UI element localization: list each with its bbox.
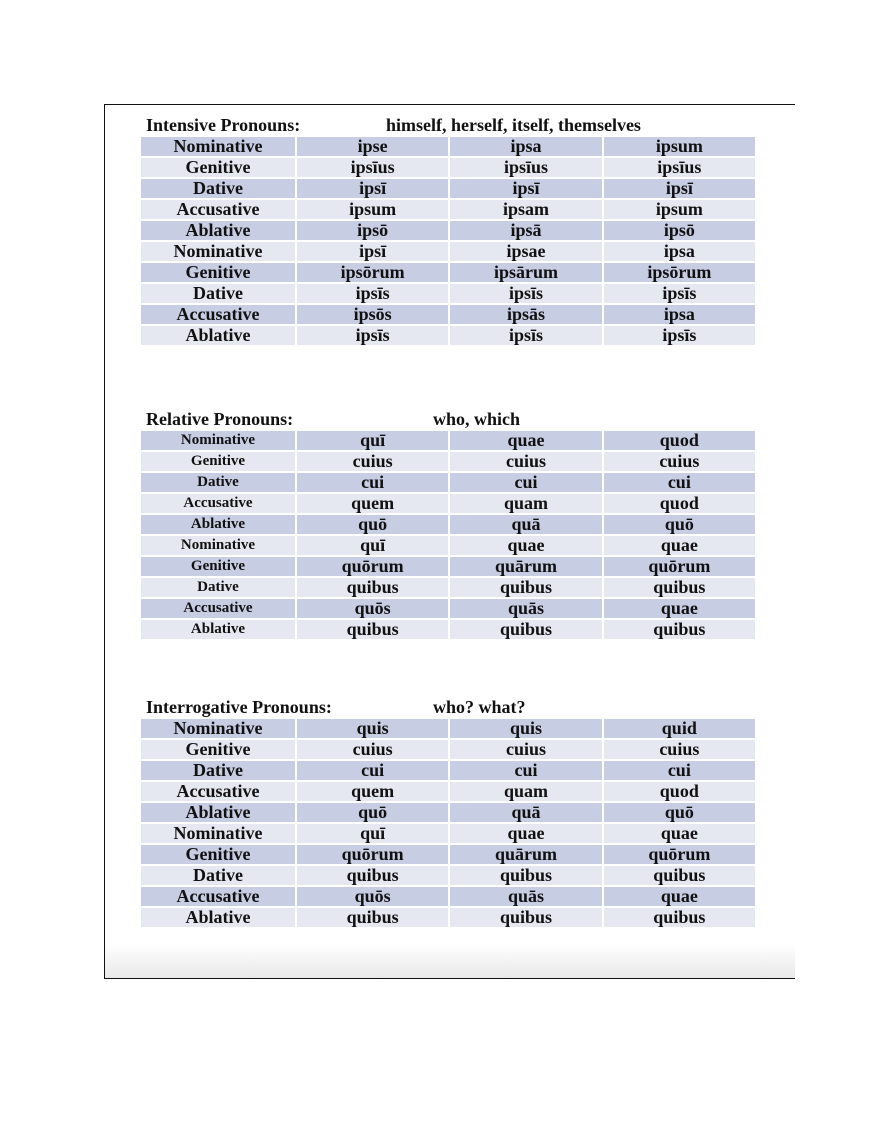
table-row xyxy=(140,907,756,928)
neuter-form-cell: quōrum xyxy=(603,556,756,577)
table-row xyxy=(140,283,756,304)
table-row xyxy=(140,493,756,514)
feminine-form-cell: quibus xyxy=(449,907,602,928)
table-row xyxy=(140,556,756,577)
neuter-form-cell: quae xyxy=(603,598,756,619)
case-name-cell: Dative xyxy=(140,760,296,781)
case-name-cell: Accusative xyxy=(140,781,296,802)
table-row xyxy=(140,802,756,823)
table-row xyxy=(140,430,756,451)
neuter-form-cell: quibus xyxy=(603,577,756,598)
neuter-form-cell: ipsum xyxy=(603,199,756,220)
feminine-form-cell: cuius xyxy=(449,739,602,760)
feminine-form-cell: quis xyxy=(449,718,602,739)
neuter-form-cell: quibus xyxy=(603,865,756,886)
case-name-cell: Nominative xyxy=(140,241,296,262)
case-name-cell: Accusative xyxy=(140,493,296,514)
section-gloss: himself, herself, itself, themselves xyxy=(386,115,641,135)
feminine-form-cell: quam xyxy=(449,781,602,802)
feminine-form-cell: ipsā xyxy=(449,220,602,241)
masculine-form-cell: ipsum xyxy=(296,199,449,220)
feminine-form-cell: quae xyxy=(449,430,602,451)
table-row xyxy=(140,199,756,220)
masculine-form-cell: quō xyxy=(296,514,449,535)
table-row xyxy=(140,781,756,802)
table-row xyxy=(140,304,756,325)
table-row xyxy=(140,823,756,844)
table-row xyxy=(140,514,756,535)
case-name-cell: Dative xyxy=(140,178,296,199)
feminine-form-cell: quā xyxy=(449,802,602,823)
table-row xyxy=(140,472,756,493)
table-row xyxy=(140,865,756,886)
masculine-form-cell: quis xyxy=(296,718,449,739)
case-name-cell: Accusative xyxy=(140,598,296,619)
masculine-form-cell: cui xyxy=(296,472,449,493)
case-name-cell: Accusative xyxy=(140,886,296,907)
neuter-form-cell: ipsa xyxy=(603,241,756,262)
neuter-form-cell: quod xyxy=(603,781,756,802)
neuter-form-cell: quōrum xyxy=(603,844,756,865)
masculine-form-cell: quī xyxy=(296,535,449,556)
feminine-form-cell: cui xyxy=(449,760,602,781)
neuter-form-cell: cui xyxy=(603,760,756,781)
relative-pronouns-section xyxy=(139,409,757,641)
feminine-form-cell: quārum xyxy=(449,556,602,577)
table-row xyxy=(140,220,756,241)
case-name-cell: Genitive xyxy=(140,157,296,178)
case-name-cell: Genitive xyxy=(140,451,296,472)
feminine-form-cell: ipsae xyxy=(449,241,602,262)
interrogative-pronouns-section xyxy=(139,697,757,929)
table-row xyxy=(140,262,756,283)
masculine-form-cell: ipsī xyxy=(296,178,449,199)
neuter-form-cell: ipsa xyxy=(603,304,756,325)
case-name-cell: Nominative xyxy=(140,136,296,157)
declension-table xyxy=(139,717,757,929)
masculine-form-cell: ipsīus xyxy=(296,157,449,178)
feminine-form-cell: ipsīs xyxy=(449,325,602,346)
neuter-form-cell: quod xyxy=(603,493,756,514)
masculine-form-cell: quōs xyxy=(296,598,449,619)
feminine-form-cell: ipsārum xyxy=(449,262,602,283)
neuter-form-cell: cui xyxy=(603,472,756,493)
feminine-form-cell: ipsī xyxy=(449,178,602,199)
masculine-form-cell: quibus xyxy=(296,865,449,886)
feminine-form-cell: quās xyxy=(449,598,602,619)
table-row xyxy=(140,739,756,760)
declension-table xyxy=(139,429,757,641)
table-row xyxy=(140,844,756,865)
case-name-cell: Accusative xyxy=(140,304,296,325)
section-gloss: who? what? xyxy=(433,697,526,717)
masculine-form-cell: ipsō xyxy=(296,220,449,241)
feminine-form-cell: quārum xyxy=(449,844,602,865)
feminine-form-cell: ipsam xyxy=(449,199,602,220)
feminine-form-cell: quae xyxy=(449,823,602,844)
feminine-form-cell: quibus xyxy=(449,865,602,886)
neuter-form-cell: cuius xyxy=(603,739,756,760)
case-name-cell: Ablative xyxy=(140,619,296,640)
neuter-form-cell: ipsō xyxy=(603,220,756,241)
masculine-form-cell: quōrum xyxy=(296,556,449,577)
section-title: Interrogative Pronouns: xyxy=(146,697,332,717)
neuter-form-cell: quō xyxy=(603,514,756,535)
table-row xyxy=(140,598,756,619)
case-name-cell: Accusative xyxy=(140,199,296,220)
case-name-cell: Nominative xyxy=(140,718,296,739)
table-row xyxy=(140,325,756,346)
table-row xyxy=(140,718,756,739)
section-heading xyxy=(139,115,757,135)
section-title: Relative Pronouns: xyxy=(146,409,294,429)
masculine-form-cell: ipsōrum xyxy=(296,262,449,283)
masculine-form-cell: quibus xyxy=(296,619,449,640)
feminine-form-cell: quibus xyxy=(449,619,602,640)
case-name-cell: Genitive xyxy=(140,739,296,760)
masculine-form-cell: ipse xyxy=(296,136,449,157)
neuter-form-cell: ipsum xyxy=(603,136,756,157)
feminine-form-cell: quae xyxy=(449,535,602,556)
feminine-form-cell: ipsa xyxy=(449,136,602,157)
neuter-form-cell: quibus xyxy=(603,907,756,928)
table-row xyxy=(140,157,756,178)
case-name-cell: Dative xyxy=(140,577,296,598)
feminine-form-cell: quibus xyxy=(449,577,602,598)
neuter-form-cell: quibus xyxy=(603,619,756,640)
masculine-form-cell: quibus xyxy=(296,577,449,598)
section-heading xyxy=(139,409,757,429)
case-name-cell: Genitive xyxy=(140,556,296,577)
feminine-form-cell: ipsās xyxy=(449,304,602,325)
table-row xyxy=(140,619,756,640)
case-name-cell: Genitive xyxy=(140,844,296,865)
table-row xyxy=(140,178,756,199)
feminine-form-cell: cuius xyxy=(449,451,602,472)
document-page xyxy=(104,104,795,979)
masculine-form-cell: cui xyxy=(296,760,449,781)
table-row xyxy=(140,577,756,598)
page-bottom-shadow xyxy=(105,944,795,978)
case-name-cell: Nominative xyxy=(140,823,296,844)
case-name-cell: Ablative xyxy=(140,514,296,535)
masculine-form-cell: quī xyxy=(296,430,449,451)
feminine-form-cell: ipsīs xyxy=(449,283,602,304)
neuter-form-cell: ipsōrum xyxy=(603,262,756,283)
feminine-form-cell: ipsīus xyxy=(449,157,602,178)
table-row xyxy=(140,886,756,907)
case-name-cell: Dative xyxy=(140,865,296,886)
masculine-form-cell: quī xyxy=(296,823,449,844)
section-title: Intensive Pronouns: xyxy=(146,115,301,135)
feminine-form-cell: quās xyxy=(449,886,602,907)
neuter-form-cell: ipsīs xyxy=(603,325,756,346)
case-name-cell: Dative xyxy=(140,283,296,304)
neuter-form-cell: quid xyxy=(603,718,756,739)
neuter-form-cell: quae xyxy=(603,886,756,907)
case-name-cell: Ablative xyxy=(140,907,296,928)
neuter-form-cell: quae xyxy=(603,535,756,556)
neuter-form-cell: cuius xyxy=(603,451,756,472)
masculine-form-cell: quem xyxy=(296,493,449,514)
case-name-cell: Nominative xyxy=(140,430,296,451)
feminine-form-cell: quam xyxy=(449,493,602,514)
case-name-cell: Ablative xyxy=(140,325,296,346)
neuter-form-cell: ipsīs xyxy=(603,283,756,304)
neuter-form-cell: quae xyxy=(603,823,756,844)
masculine-form-cell: ipsīs xyxy=(296,283,449,304)
masculine-form-cell: ipsīs xyxy=(296,325,449,346)
masculine-form-cell: quōrum xyxy=(296,844,449,865)
masculine-form-cell: quem xyxy=(296,781,449,802)
neuter-form-cell: ipsī xyxy=(603,178,756,199)
masculine-form-cell: ipsōs xyxy=(296,304,449,325)
case-name-cell: Ablative xyxy=(140,220,296,241)
masculine-form-cell: quōs xyxy=(296,886,449,907)
feminine-form-cell: quā xyxy=(449,514,602,535)
masculine-form-cell: ipsī xyxy=(296,241,449,262)
table-row xyxy=(140,136,756,157)
feminine-form-cell: cui xyxy=(449,472,602,493)
neuter-form-cell: quod xyxy=(603,430,756,451)
masculine-form-cell: quō xyxy=(296,802,449,823)
intensive-pronouns-section xyxy=(139,115,757,347)
case-name-cell: Dative xyxy=(140,472,296,493)
case-name-cell: Ablative xyxy=(140,802,296,823)
table-row xyxy=(140,760,756,781)
neuter-form-cell: quō xyxy=(603,802,756,823)
masculine-form-cell: quibus xyxy=(296,907,449,928)
table-row xyxy=(140,535,756,556)
neuter-form-cell: ipsīus xyxy=(603,157,756,178)
case-name-cell: Nominative xyxy=(140,535,296,556)
section-heading xyxy=(139,697,757,717)
masculine-form-cell: cuius xyxy=(296,451,449,472)
declension-table xyxy=(139,135,757,347)
masculine-form-cell: cuius xyxy=(296,739,449,760)
table-row xyxy=(140,241,756,262)
section-gloss: who, which xyxy=(433,409,521,429)
table-row xyxy=(140,451,756,472)
case-name-cell: Genitive xyxy=(140,262,296,283)
